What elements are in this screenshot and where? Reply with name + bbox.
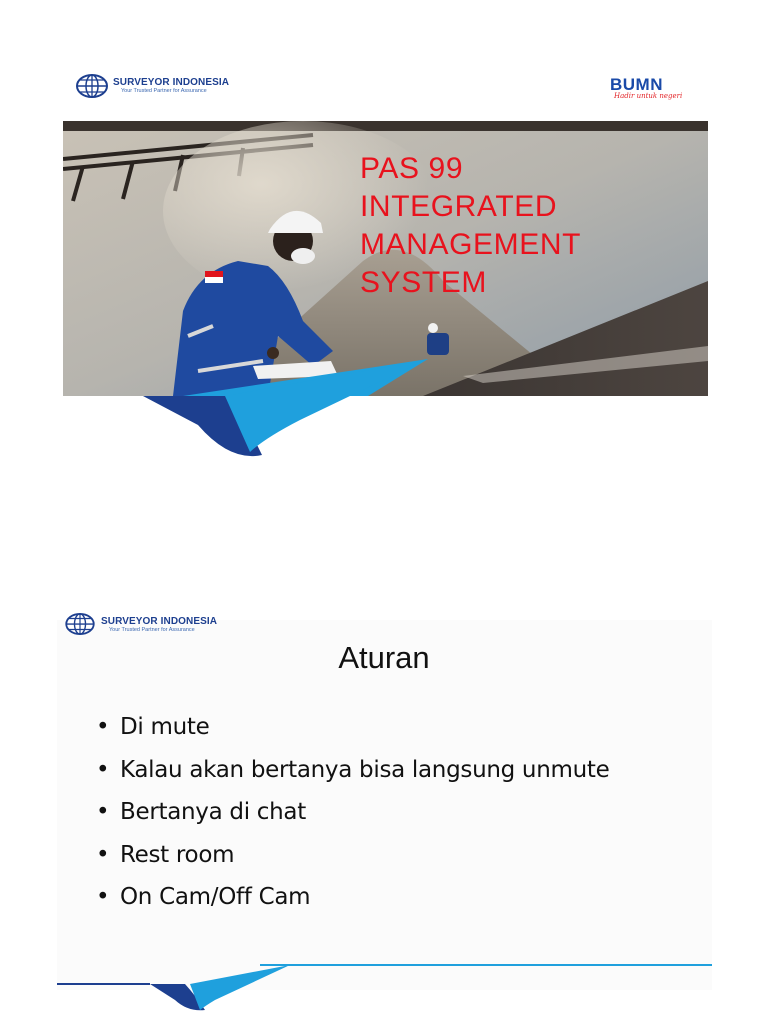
list-item-text: On Cam/Off Cam — [120, 884, 311, 910]
list-item: • On Cam/Off Cam — [96, 884, 311, 910]
logo-name: SURVEYOR INDONESIA — [101, 616, 218, 627]
list-item: • Kalau akan bertanya bisa langsung unmute — [96, 756, 610, 783]
logo-name: SURVEYOR INDONESIA — [113, 77, 230, 88]
list-item-text: Bertanya di chat — [120, 799, 306, 825]
list-item-text: Rest room — [120, 841, 235, 868]
title-line-1: PAS 99 — [360, 152, 464, 185]
list-item: • Di mute — [96, 714, 210, 740]
title-line-4: SYSTEM — [360, 266, 487, 299]
list-item: • Bertanya di chat — [96, 799, 306, 825]
logo-tagline: Your Trusted Partner for Assurance — [121, 88, 207, 94]
slide-title — [360, 150, 660, 302]
logo-tagline: Your Trusted Partner for Assurance — [109, 627, 195, 633]
bumn-wordmark: BUMN — [610, 75, 663, 94]
footer-swoosh-accent — [0, 600, 768, 1024]
title-line-2: INTEGRATED — [360, 190, 558, 223]
list-item-text: Di mute — [120, 714, 210, 740]
list-item-text: Kalau akan bertanya bisa langsung unmute — [120, 756, 610, 783]
title-slide — [0, 0, 768, 500]
slide-title: Aturan — [338, 640, 430, 675]
title-line-3: MANAGEMENT — [360, 228, 582, 261]
list-item: • Rest room — [96, 841, 235, 868]
rules-slide — [0, 600, 768, 1024]
bumn-tagline: Hadir untuk negeri — [614, 92, 683, 100]
